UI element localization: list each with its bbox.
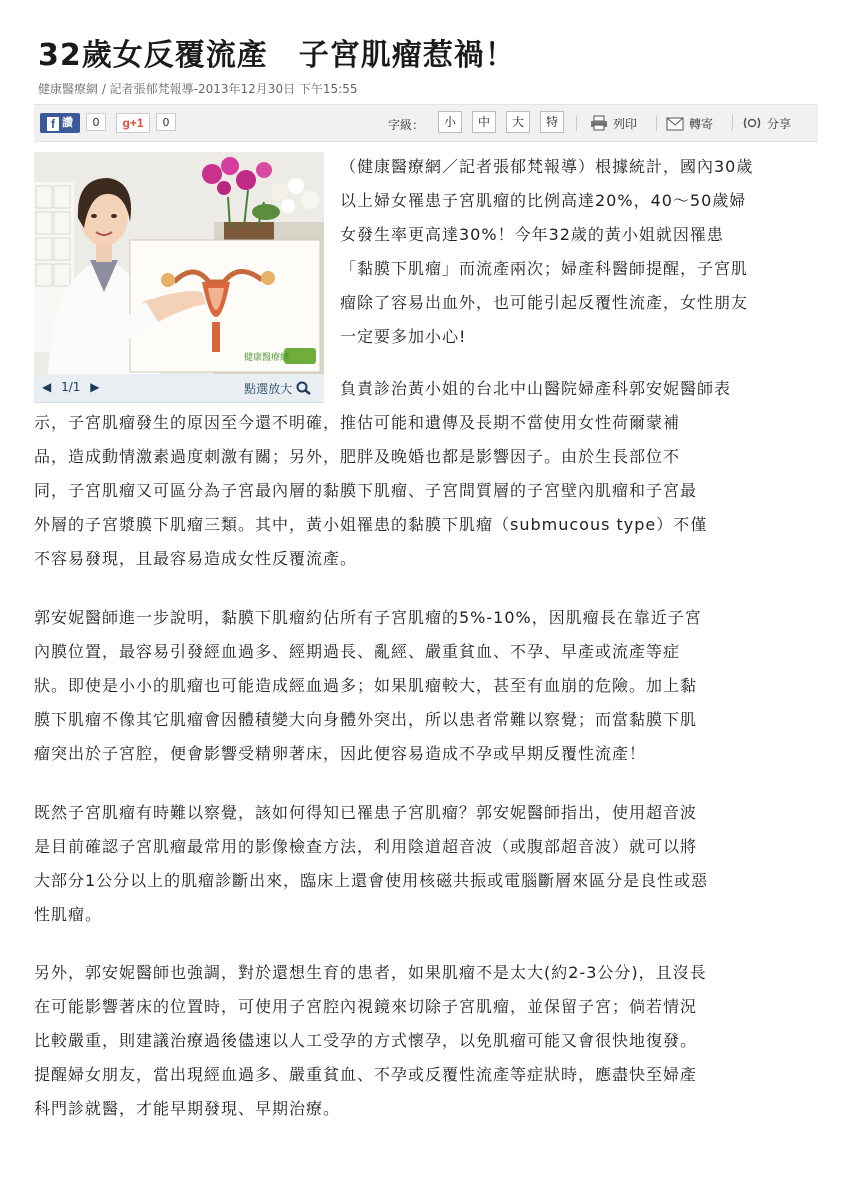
envelope-icon (666, 117, 684, 134)
toolbar-divider (656, 115, 657, 131)
font-size-large-button[interactable]: 大 (506, 111, 530, 133)
zoom-label: 點選放大 (244, 382, 293, 396)
forward-email-label: 轉寄 (689, 117, 714, 131)
toolbar-divider (576, 115, 577, 131)
gallery-counter: 1/1 (61, 380, 81, 394)
text-line: 示，子宮肌瘤發生的原因至今還不明確，推估可能和遺傳及長期不當使用女性荷爾蒙補 (34, 413, 681, 432)
text-line: 在可能影響著床的位置時，可使用子宮腔內視鏡來切除子宮肌瘤，並保留子宮；倘若情況 (34, 997, 698, 1016)
facebook-like-label: 讚 (62, 116, 73, 129)
facebook-like-button[interactable] (40, 113, 80, 133)
share-icon (742, 115, 762, 134)
forward-email-button[interactable] (666, 115, 713, 134)
article-photo[interactable] (34, 152, 324, 374)
prev-arrow-icon[interactable]: ◀ (42, 380, 52, 394)
text-line: 膜下肌瘤不像其它肌瘤會因體積變大向身體外突出，所以患者常難以察覺；而當黏膜下肌 (34, 710, 698, 729)
article-title: 32歲女反覆流產 子宮肌瘤惹禍！ (38, 38, 516, 73)
text-line: 狀。即使是小小的肌瘤也可能造成經血過多；如果肌瘤較大，甚至有血崩的危險。加上黏 (34, 676, 698, 695)
font-size-label: 字級： (388, 118, 425, 132)
google-plus-count: 0 (156, 113, 176, 131)
text-line: 以上婦女罹患子宮肌瘤的比例高達20%，40～50歲婦 (340, 191, 747, 210)
article-paragraph (34, 796, 708, 932)
article-paragraph (34, 601, 702, 771)
print-label: 列印 (613, 117, 638, 131)
facebook-icon: f (47, 117, 59, 131)
toolbar-divider (732, 115, 733, 131)
share-button[interactable] (742, 115, 791, 134)
text-line: 同，子宮肌瘤又可區分為子宮最內層的黏膜下肌瘤、子宮間質層的子宮壁內肌瘤和子宮最 (34, 481, 698, 500)
text-line: 瘤除了容易出血外，也可能引起反覆性流產，女性朋友 (340, 293, 749, 312)
text-line: 科門診就醫，才能早期發現、早期治療。 (34, 1099, 341, 1118)
next-arrow-icon[interactable]: ▶ (90, 380, 100, 394)
share-label: 分享 (767, 117, 792, 131)
zoom-button[interactable] (244, 380, 312, 397)
google-plus-button[interactable]: g+1 (116, 113, 150, 133)
article-meta: 健康醫療網 / 記者張郁梵報導-2013年12月30日 下午15:55 (38, 82, 358, 96)
text-line: （健康醫療網／記者張郁梵報導）根據統計，國內30歲 (340, 157, 754, 176)
text-line: 另外，郭安妮醫師也強調，對於還想生育的患者，如果肌瘤不是太大(約2-3公分)，且沒長 (34, 963, 707, 982)
photo-gallery-bar (34, 374, 324, 403)
text-line: 女發生率更高達30%！今年32歲的黃小姐就因罹患 (340, 225, 724, 244)
text-line: 性肌瘤。 (34, 905, 103, 924)
font-size-medium-button[interactable]: 中 (472, 111, 496, 133)
text-line: 「黏膜下肌瘤」而流產兩次；婦產科醫師提醒，子宮肌 (340, 259, 749, 278)
article-paragraph (34, 406, 707, 576)
article-paragraph (340, 150, 753, 354)
printer-icon (590, 115, 608, 134)
text-line: 外層的子宮漿膜下肌瘤三類。其中，黃小姐罹患的黏膜下肌瘤（submucous type）不僅 (34, 515, 708, 534)
text-line: 不容易發現，且最容易造成女性反覆流產。 (34, 549, 358, 568)
text-line: 大部分1公分以上的肌瘤診斷出來，臨床上還會使用核磁共振或電腦斷層來區分是良性或惡 (34, 871, 709, 890)
article-paragraph (34, 956, 707, 1126)
text-line: 瘤突出於子宮腔，便會影響受精卵著床，因此便容易造成不孕或早期反覆性流產！ (34, 744, 647, 763)
magnifier-icon (296, 382, 312, 396)
print-button[interactable] (590, 115, 637, 134)
text-line: 一定要多加小心! (340, 327, 467, 346)
article-paragraph (340, 372, 731, 406)
facebook-like-count: 0 (86, 113, 106, 131)
font-size-small-button[interactable]: 小 (438, 111, 462, 133)
text-line: 郭安妮醫師進一步說明，黏膜下肌瘤約佔所有子宮肌瘤的5%-10%，因肌瘤長在靠近子宮 (34, 608, 702, 627)
article-toolbar (34, 104, 818, 142)
text-line: 品，造成動情激素過度刺激有關；另外，肥胖及晚婚也都是影響因子。由於生長部位不 (34, 447, 681, 466)
photo-watermark: 健康醫療網 (244, 352, 290, 362)
text-line: 負責診治黃小姐的台北中山醫院婦產科郭安妮醫師表 (340, 379, 732, 398)
text-line: 內膜位置，最容易引發經血過多、經期過長、亂經、嚴重貧血、不孕、早產或流產等症 (34, 642, 681, 661)
doctor-illustration (34, 152, 324, 374)
text-line: 是目前確認子宮肌瘤最常用的影像檢查方法，利用陰道超音波（或腹部超音波）就可以將 (34, 837, 698, 856)
font-size-extra-button[interactable]: 特 (540, 111, 564, 133)
text-line: 比較嚴重，則建議治療過後儘速以人工受孕的方式懷孕，以免肌瘤可能又會很快地復發。 (34, 1031, 698, 1050)
gallery-nav (42, 380, 99, 394)
text-line: 既然子宮肌瘤有時難以察覺，該如何得知已罹患子宮肌瘤？郭安妮醫師指出，使用超音波 (34, 803, 698, 822)
text-line: 提醒婦女朋友，當出現經血過多、嚴重貧血、不孕或反覆性流產等症狀時，應盡快至婦產 (34, 1065, 698, 1084)
